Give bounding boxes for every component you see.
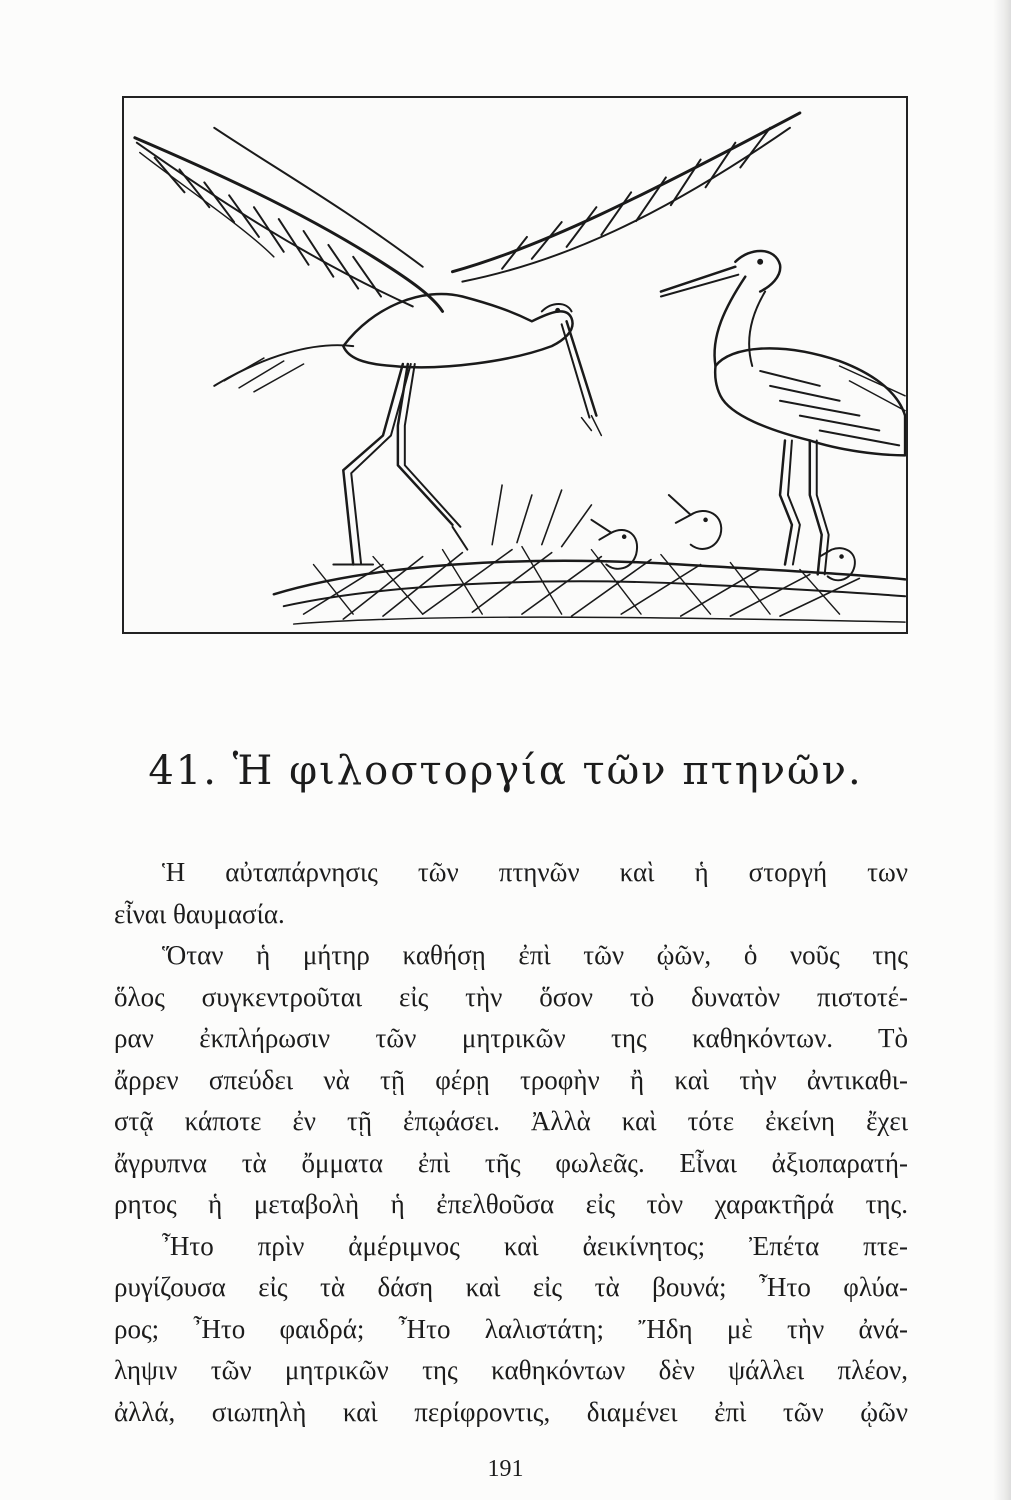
chapter-heading (0, 748, 1011, 794)
text-line: ὅλος συγκεντροῦται εἰς τὴν ὅσον τὸ δυνατὸν πιστοτέ- (114, 981, 908, 1012)
text-line: εἶναι θαυμασία. (114, 898, 285, 929)
left-stork (135, 113, 800, 565)
text-line: ρος; Ἦτο φαιδρά; Ἦτο λαλιστάτη; Ἤδη μὲ τὴν ἀνά- (114, 1313, 908, 1344)
chapter-title: Ἡ φιλοστοργία τῶν πτηνῶν. (232, 748, 863, 794)
chapter-number: 41. (148, 748, 218, 794)
text-line: ἄρρεν σπεύδει νὰ τῇ φέρῃ τροφὴν ἢ καὶ τὴν ἀντικαθι- (114, 1064, 908, 1095)
text-line: στᾷ κάποτε ἐν τῇ ἐπῳάσει. Ἀλλὰ καὶ τότε ἐκείνη ἔχει (114, 1106, 908, 1136)
text-line: ραν ἐκπλήρωσιν τῶν μητρικῶν της καθηκόντων. Τὸ (114, 1023, 908, 1053)
text-line: ρυγίζουσα εἰς τὰ δάση καὶ εἰς τὰ βουνά; Ἦτο φλύα- (114, 1272, 908, 1302)
text-line: ἀλλά, σιωπηλὴ καὶ περίφροντις, διαμένει ἐπὶ τῶν ᾠῶν (114, 1396, 908, 1427)
text-line: ἄγρυπνα τὰ ὄμματα ἐπὶ τῆς φωλεᾶς. Εἶναι ἀξιοπαρατή- (114, 1147, 908, 1178)
text-line: ρητος ἡ μεταβολὴ ἡ ἐπελθοῦσα εἰς τὸν χαρακτῆρά της. (114, 1189, 908, 1219)
text-line: Ἦτο πρὶν ἀμέριμνος καὶ ἀεικίνητος; Ἐπέτα πτε- (162, 1230, 908, 1261)
body-text (114, 852, 908, 1433)
right-stork (661, 251, 905, 574)
page-number: 191 (487, 1456, 524, 1482)
stork-illustration (122, 96, 908, 634)
text-line: ληψιν τῶν μητρικῶν της καθηκόντων δὲν ψάλλει πλέον, (114, 1355, 908, 1385)
text-line: Ἡ αὐταπάρνησις τῶν πτηνῶν καὶ ἡ στοργή των (162, 857, 908, 887)
text-line: Ὅταν ἡ μήτηρ καθήσῃ ἐπὶ τῶν ᾠῶν, ὁ νοῦς της (162, 940, 908, 970)
nest (274, 485, 905, 624)
